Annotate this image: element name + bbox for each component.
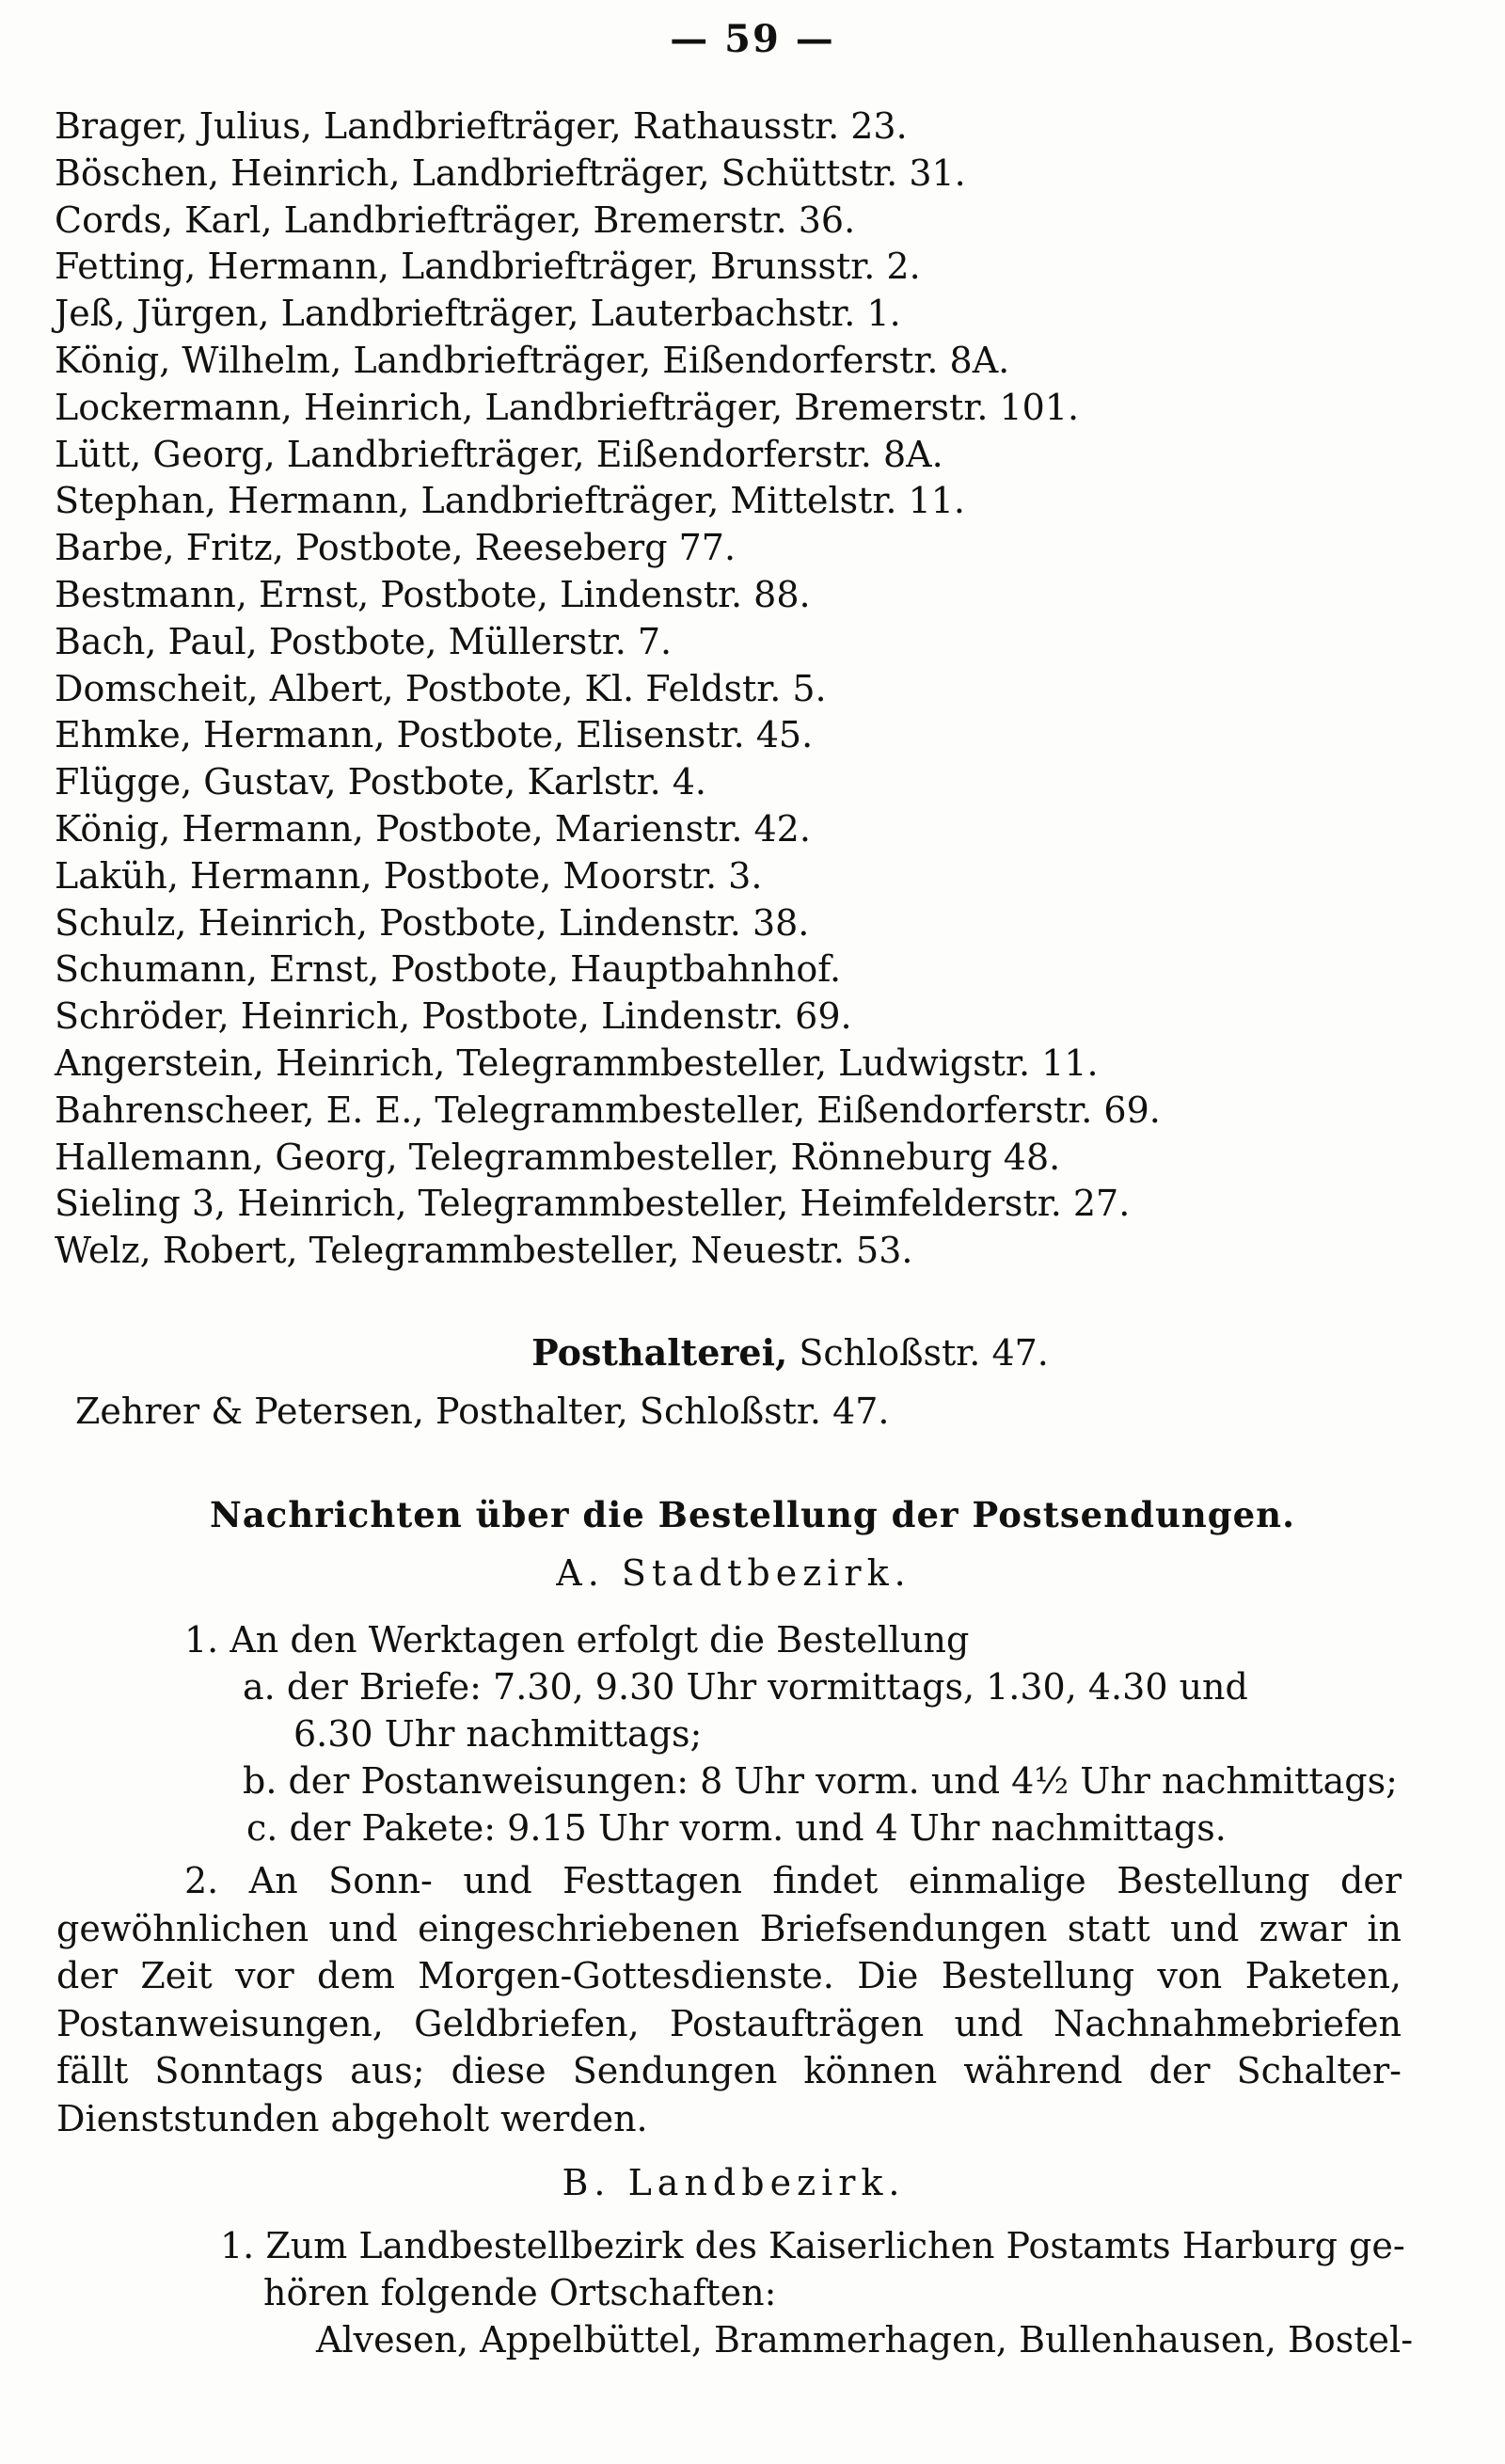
directory-entry: Domscheit, Albert, Postbote, Kl. Feldstr. 5. xyxy=(55,667,827,709)
page-number: — 59 — xyxy=(670,17,835,61)
directory-entry: Laküh, Hermann, Postbote, Moorstr. 3. xyxy=(55,854,763,897)
section-a-item1-c: c. der Pakete: 9.15 Uhr vorm. und 4 Uhr nachmittags. xyxy=(246,1807,1227,1849)
directory-entry: Flügge, Gustav, Postbote, Karlstr. 4. xyxy=(55,761,706,803)
directory-entry: Sieling 3, Heinrich, Telegrammbesteller, Heimfelderstr. 27. xyxy=(55,1183,1131,1225)
directory-entry: Böschen, Heinrich, Landbriefträger, Schüttstr. 31. xyxy=(55,151,966,194)
directory-entry: Ehmke, Hermann, Postbote, Elisenstr. 45. xyxy=(55,714,814,756)
directory-entry: Jeß, Jürgen, Landbriefträger, Lauterbachstr. 1. xyxy=(55,293,901,335)
directory-entry: Barbe, Fritz, Postbote, Reeseberg 77. xyxy=(55,527,737,569)
directory-entry: König, Wilhelm, Landbriefträger, Eißendorferstr. 8A. xyxy=(55,339,1010,381)
directory-entry: Bestmann, Ernst, Postbote, Lindenstr. 88. xyxy=(55,573,811,615)
directory-entry: Stephan, Hermann, Landbriefträger, Mittelstr. 11. xyxy=(55,480,965,522)
section-a-item1-a-line2: 6.30 Uhr nachmittags; xyxy=(293,1713,703,1755)
section-a-item2: 2. An Sonn- und Festtagen findet einmalige Bestellung der gewöhnlichen und eingeschriebenen Briefsendungen statt und zwar in der Zeit vor dem Morgen-Gottesdienste. Die Bestellung von Paketen, Postanweisungen, Geldbriefen, Postaufträgen und Nachnahmebriefen fällt Sonntags aus; diese Sendungen können während der Schalter-Dienststunden abgeholt werden. xyxy=(56,1860,1402,2139)
section-b-heading: B. Landbezirk. xyxy=(562,2162,906,2203)
directory-entry: Schumann, Ernst, Postbote, Hauptbahnhof. xyxy=(55,948,842,991)
directory-entry: Schulz, Heinrich, Postbote, Lindenstr. 38. xyxy=(55,901,810,944)
directory-entry: Bach, Paul, Postbote, Müllerstr. 7. xyxy=(55,620,673,662)
directory-list xyxy=(55,103,1437,1275)
directory-entry: Angerstein, Heinrich, Telegrammbesteller, Ludwigstr. 11. xyxy=(55,1041,1099,1084)
directory-entry: Schröder, Heinrich, Postbote, Lindenstr. 69. xyxy=(55,995,852,1038)
directory-entry: Bahrenscheer, E. E., Telegrammbesteller, Eißendorferstr. 69. xyxy=(55,1089,1161,1131)
directory-entry: Brager, Julius, Landbriefträger, Rathausstr. 23. xyxy=(55,105,908,147)
directory-entry: Welz, Robert, Telegrammbesteller, Neuestr. 53. xyxy=(55,1230,913,1272)
section-b-item1-line3: Alvesen, Appelbüttel, Brammerhagen, Bullenhausen, Bostel- xyxy=(316,2319,1414,2361)
directory-entry: König, Hermann, Postbote, Marienstr. 42. xyxy=(55,807,811,850)
posthalterei-address: Schloßstr. 47. xyxy=(799,1332,1049,1374)
section-a-item1-intro: 1. An den Werktagen erfolgt die Bestellung xyxy=(184,1619,970,1661)
directory-entry: Lütt, Georg, Landbriefträger, Eißendorferstr. 8A. xyxy=(55,433,943,475)
section-b-item1-line2: hören folgende Ortschaften: xyxy=(263,2272,777,2313)
section-b-item1-line1: 1. Zum Landbestellbezirk des Kaiserlichen Postamts Harburg ge- xyxy=(220,2225,1405,2266)
directory-entry: Hallemann, Georg, Telegrammbesteller, Rönneburg 48. xyxy=(55,1136,1061,1178)
posthalter-entry: Zehrer & Petersen, Posthalter, Schloßstr. 47. xyxy=(75,1391,890,1432)
posthalterei-title: Posthalterei, xyxy=(531,1331,788,1374)
notice-title: Nachrichten über die Bestellung der Postsendungen. xyxy=(210,1494,1295,1535)
directory-entry: Cords, Karl, Landbriefträger, Bremerstr. 36. xyxy=(55,199,856,241)
section-a-heading: A. Stadtbezirk. xyxy=(556,1552,911,1594)
section-a-item1-b: b. der Postanweisungen: 8 Uhr vorm. und 4½ Uhr nachmittags; xyxy=(243,1760,1398,1802)
section-a-item1-a-line1: a. der Briefe: 7.30, 9.30 Uhr vormittags, 1.30, 4.30 und xyxy=(243,1666,1248,1708)
directory-entry: Lockermann, Heinrich, Landbriefträger, Bremerstr. 101. xyxy=(55,386,1080,428)
posthalterei-heading xyxy=(38,1331,1505,1374)
directory-entry: Fetting, Hermann, Landbriefträger, Brunsstr. 2. xyxy=(55,246,921,288)
